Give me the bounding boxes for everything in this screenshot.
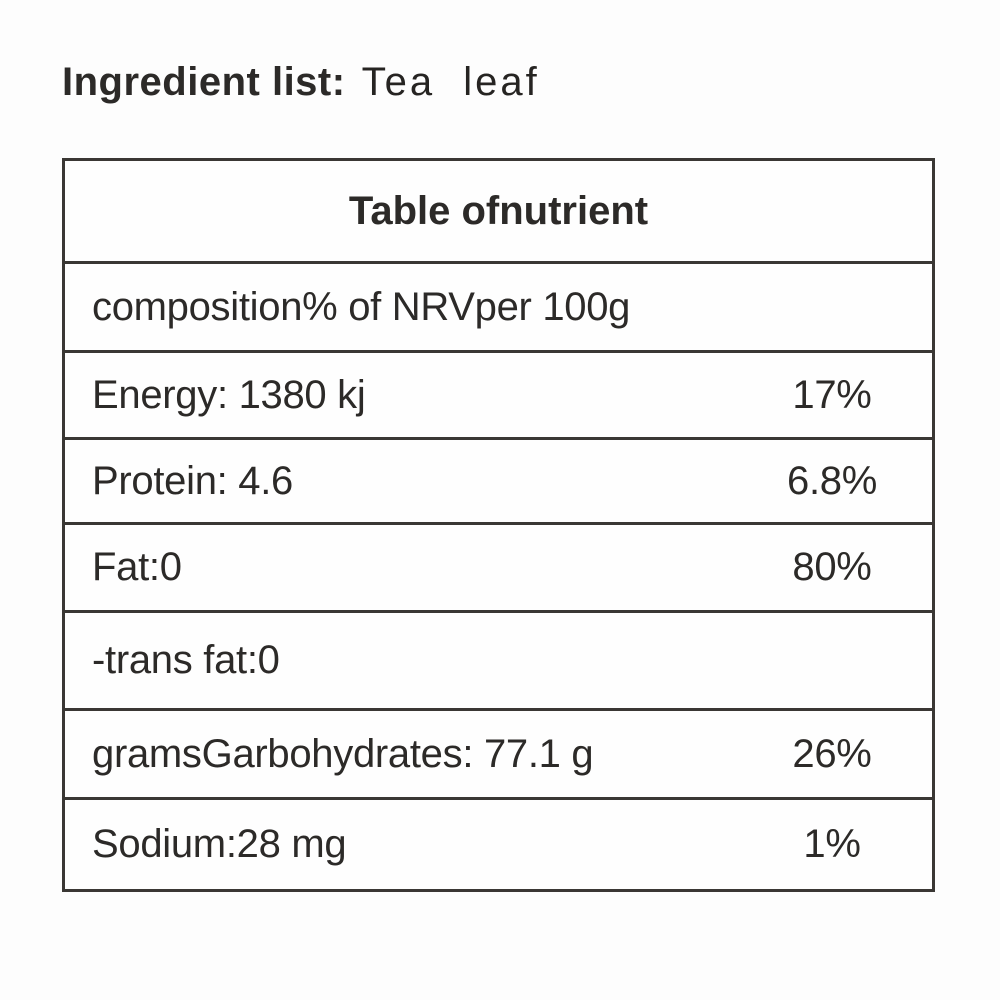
row-label: Protein: 4.6 — [92, 458, 293, 503]
row-nrv-value: 17% — [792, 372, 872, 417]
nutrient-table — [62, 158, 935, 892]
table-row-trans-fat — [65, 613, 932, 711]
row-nrv-value: 6.8% — [787, 458, 877, 503]
row-label: gramsGarbohydrates: 77.1 g — [92, 731, 594, 776]
table-row-carbohydrates — [65, 711, 932, 800]
row-label: Fat:0 — [92, 545, 182, 589]
table-title: Table ofnutrient — [348, 188, 649, 233]
ingredient-list-label: Ingredient list: — [62, 60, 346, 104]
table-header-label: composition% of NRVper 100g — [92, 284, 631, 329]
ingredient-list-line — [62, 60, 540, 104]
table-row-energy — [65, 353, 932, 440]
row-label: -trans fat:0 — [92, 638, 280, 682]
table-title-row — [65, 161, 932, 264]
table-header-row — [65, 264, 932, 353]
row-nrv-value: 80% — [792, 545, 872, 589]
table-row-sodium — [65, 800, 932, 889]
table-row-protein — [65, 440, 932, 525]
ingredient-list-value: Tea leaf — [361, 60, 540, 104]
row-label: Sodium:28 mg — [92, 822, 347, 866]
row-label: Energy: 1380 kj — [92, 372, 366, 417]
row-nrv-value: 26% — [792, 731, 872, 776]
table-row-fat — [65, 525, 932, 613]
row-nrv-value: 1% — [803, 822, 861, 866]
